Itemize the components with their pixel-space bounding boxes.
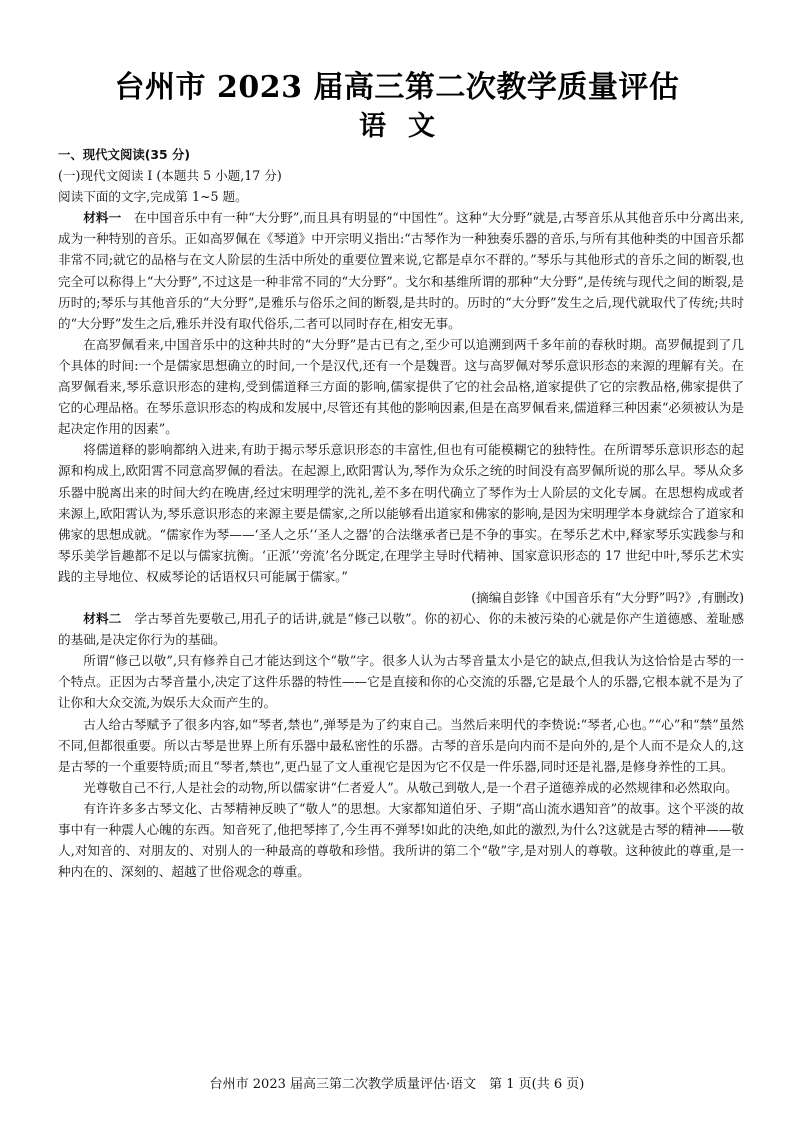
reading-instruction: 阅读下面的文字,完成第 1~5 题。 bbox=[58, 189, 248, 205]
material1-source: (摘编自彭锋《中国音乐有“大分野”吗?》,有删改) bbox=[471, 589, 744, 605]
section-heading: 一、现代文阅读(35 分) bbox=[58, 147, 191, 162]
material1-paragraph bbox=[58, 207, 744, 334]
material2-label: 材料二 bbox=[83, 611, 122, 627]
material2-paragraph: 所谓“修己以敬”,只有修养自己才能达到这个“敬”字。很多人认为古琴音量太小是它的缺点,但我认为这恰恰是古琴的一个特点。正因为古琴音量小,决定了这件乐器的特性——它是直接和你的心交流的乐器,它是最个人的乐器,它根本就不是为了让你和大众交流,为娱乐大众而产生的。 bbox=[58, 653, 744, 711]
material1-label: 材料一 bbox=[83, 210, 122, 226]
sub-heading: (一)现代文阅读 I (本题共 5 小题,17 分) bbox=[58, 168, 282, 184]
subject-title: 语文 bbox=[359, 111, 457, 142]
material1-paragraph: 将儒道释的影响都纳入进来,有助于揭示琴乐意识形态的丰富性,但也有可能模糊它的独特性。在所谓琴乐意识形态的起源和构成上,欧阳霄不同意高罗佩的看法。在起源上,欧阳霄认为,琴作为众乐之统的时间没有高罗佩所说的那么早。琴从众多乐器中脱离出来的时间大约在晚唐,经过宋明理学的洗礼,差不多在明代确立了琴作为士人阶层的文化专属。在思想构成或者来源上,欧阳霄认为,琴乐意识形态的来源主要是儒家,之所以能够看出道家和佛家的影响,是因为宋明理学本身就综合了道家和佛家的思想成就。“儒家作为琴——‘圣人之乐’‘圣人之器’的合法继承者已是不争的事实。在琴乐艺术中,释家琴乐实践参与和琴乐美学旨趣都不足以与儒家抗衡。‘正派’‘旁流’名分既定,在理学主导时代精神、国家意识形态的 17 世纪中叶,琴乐艺术实践的主导地位、权威琴论的话语权只可能属于儒家。” bbox=[58, 442, 744, 584]
material2-paragraph-text: 学古琴首先要敬己,用孔子的话讲,就是“修己以敬”。你的初心、你的未被污染的心就是你产生道德感、羞耻感的基础,是决定你行为的基础。 bbox=[58, 611, 745, 648]
page-footer: 台州市 2023 届高三第二次教学质量评估·语文 第 1 页(共 6 页) bbox=[209, 1077, 585, 1092]
material2-paragraph: 古人给古琴赋予了很多内容,如“琴者,禁也”,弹琴是为了约束自己。当然后来明代的李贽说:“琴者,心也。”“心”和“禁”虽然不同,但都很重要。所以古琴是世界上所有乐器中最私密性的乐器。古琴的音乐是向内而不是向外的,是个人而不是众人的,这是古琴的一个重要特质;而且“琴者,禁也”,更凸显了文人重视它是因为它不仅是一件乐器,同时还是礼器,是修身养性的工具。 bbox=[58, 716, 744, 774]
material2-paragraph bbox=[58, 608, 744, 650]
material2-paragraph: 光尊敬自己不行,人是社会的动物,所以儒家讲“仁者爱人”。从敬己到敬人,是一个君子道德养成的必然规律和必然取向。 bbox=[83, 779, 738, 795]
material1-paragraph: 在高罗佩看来,中国音乐中的这种共时的“大分野”是古已有之,至少可以追溯到两千多年前的春秋时期。高罗佩提到了几个具体的时间:一个是儒家思想确立的时间,一个是汉代,还有一个是魏晋。这与高罗佩对琴乐意识形态的来源的理解有关。在高罗佩看来,琴乐意识形态的建构,受到儒道释三方面的影响,儒家提供了它的社会品格,道家提供了它的宗教品格,佛家提供了它的心理品格。在琴乐意识形态的构成和发展中,尽管还有其他的影响因素,但是在高罗佩看来,儒道释三种因素“必须被认为是起决定作用的因素”。 bbox=[58, 336, 744, 437]
material2-paragraph: 有许许多多古琴文化、古琴精神反映了“敬人”的思想。大家都知道伯牙、子期“高山流水遇知音”的故事。这个平淡的故事中有一种震人心魄的东西。知音死了,他把琴摔了,今生再不弹琴!如此的决绝,如此的激烈,为什么?这就是古琴的精神——敬人,对知音的、对朋友的、对别人的一种最高的尊敬和珍惜。我所讲的第二个“敬”字,是对别人的尊敬。这种彼此的尊重,是一种内在的、深刻的、超越了世俗观念的尊重。 bbox=[58, 800, 744, 880]
exam-title: 台州市 2023 届高三第二次教学质量评估 bbox=[114, 70, 680, 105]
material1-paragraph-text: 在中国音乐中有一种“大分野”,而且具有明显的“中国性”。这种“大分野”就是,古琴音乐从其他音乐中分离出来,成为一种特别的音乐。正如高罗佩在《琴道》中开宗明义指出:“古琴作为一种独奏乐器的音乐,与所有其他种类的中国音乐都非常不同;就它的品格与在文人阶层的生活中所处的重要位置来说,它都是卓尔不群的。”琴乐与其他形式的音乐之间的断裂,也完全可以称得上“大分野”,不过这是一种非常不同的“大分野”。戈尔和基维所谓的那种“大分野”,是传统与现代之间的断裂,是历时的;琴乐与其他音乐的“大分野”,是雅乐与俗乐之间的断裂,是共时的。历时的“大分野”发生之后,现代就取代了传统;共时的“大分野”发生之后,雅乐并没有取代俗乐,二者可以同时存在,相安无事。 bbox=[58, 210, 745, 331]
exam-body bbox=[58, 144, 744, 882]
